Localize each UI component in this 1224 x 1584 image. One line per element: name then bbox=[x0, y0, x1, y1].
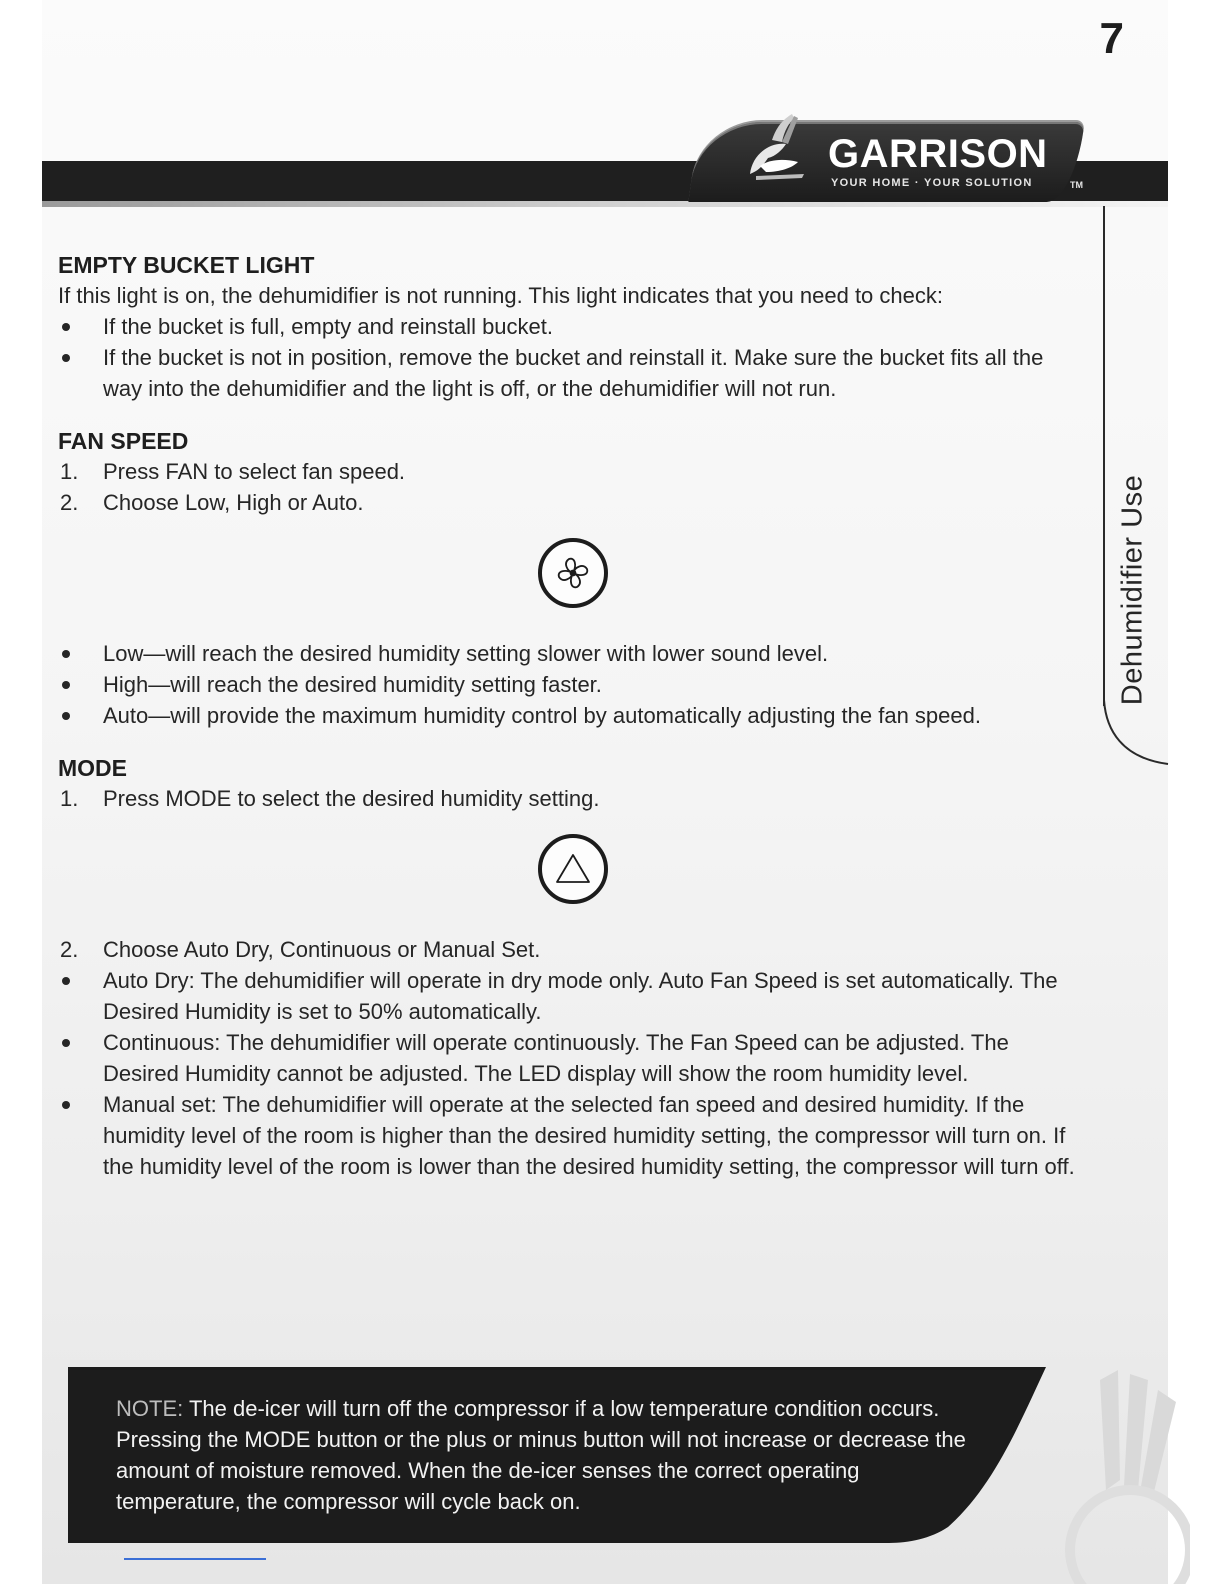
section-fan-speed bbox=[58, 426, 1088, 731]
list-item: Manual set: The dehumidifier will operate at the selected fan speed and desired humidity. If the humidity level of the room is higher than the desired humidity setting, the compressor will turn on. If the humidity level of the room is lower than the desired humidity setting, the compressor will turn off. bbox=[58, 1089, 1088, 1182]
brand-logo bbox=[694, 108, 1094, 204]
mode-options bbox=[58, 934, 1088, 1182]
helmet-emblem-icon bbox=[742, 112, 814, 192]
note-text bbox=[116, 1393, 976, 1517]
bullet-icon bbox=[62, 1039, 70, 1047]
brand-name: GARRISON bbox=[828, 132, 1048, 176]
section-title-mode: MODE bbox=[58, 755, 127, 781]
list-item: Continuous: The dehumidifier will operate continuously. The Fan Speed can be adjusted. The Desired Humidity cannot be adjusted. The LED display will show the room humidity level. bbox=[58, 1027, 1088, 1089]
fan-speed-steps bbox=[58, 456, 1088, 518]
fan-button-icon bbox=[538, 538, 608, 608]
bullet-icon bbox=[62, 681, 70, 689]
bullet-icon bbox=[62, 323, 70, 331]
side-tab-label: Dehumidifier Use bbox=[1116, 474, 1149, 706]
side-tab bbox=[1113, 450, 1153, 730]
decorative-fan-graphic bbox=[1060, 1340, 1190, 1584]
side-tab-border bbox=[1103, 206, 1105, 706]
triangle-icon bbox=[553, 849, 593, 889]
brand-tagline: YOUR HOME · YOUR SOLUTION bbox=[831, 177, 1033, 189]
section-title-empty-bucket: EMPTY BUCKET LIGHT bbox=[58, 252, 315, 278]
empty-bucket-list bbox=[58, 311, 1088, 404]
list-item: Auto Dry: The dehumidifier will operate in dry mode only. Auto Fan Speed is set automatically. The Desired Humidity is set to 50% automatically. bbox=[58, 965, 1088, 1027]
fan-icon bbox=[553, 553, 593, 593]
bullet-icon bbox=[62, 354, 70, 362]
section-empty-bucket-light bbox=[58, 250, 1088, 404]
brand-trademark: TM bbox=[1070, 180, 1083, 190]
fan-speed-options bbox=[58, 638, 1088, 731]
list-item: High—will reach the desired humidity setting faster. bbox=[58, 669, 1088, 700]
list-item: 1. Press FAN to select fan speed. bbox=[60, 459, 406, 484]
bullet-icon bbox=[62, 977, 70, 985]
list-item: 2. Choose Low, High or Auto. bbox=[60, 490, 364, 515]
page-number: 7 bbox=[1099, 14, 1124, 63]
list-item: Auto—will provide the maximum humidity control by automatically adjusting the fan speed. bbox=[58, 700, 1088, 731]
bullet-icon bbox=[62, 712, 70, 720]
section-mode bbox=[58, 753, 1088, 1182]
bullet-icon bbox=[62, 650, 70, 658]
list-item: 1. Press MODE to select the desired humidity setting. bbox=[60, 786, 600, 811]
list-item: 2. Choose Auto Dry, Continuous or Manual Set. bbox=[60, 937, 541, 962]
note-label: NOTE: bbox=[116, 1396, 184, 1421]
mode-step-1 bbox=[58, 783, 1088, 814]
empty-bucket-intro: If this light is on, the dehumidifier is not running. This light indicates that you need to check: bbox=[58, 283, 943, 308]
list-item: If the bucket is full, empty and reinstall bucket. bbox=[58, 311, 1088, 342]
note-box bbox=[68, 1367, 1053, 1543]
note-body: The de-icer will turn off the compressor if a low temperature condition occurs. Pressing the MODE button or the plus or minus button will not increase or decrease the amount of moisture removed. When the de-icer senses the correct operating temperature, the compressor will cycle back on. bbox=[116, 1396, 966, 1514]
bottom-link-underline bbox=[124, 1558, 266, 1560]
list-item: If the bucket is not in position, remove the bucket and reinstall it. Make sure the bucket fits all the way into the dehumidifier and the light is off, or the dehumidifier will not run. bbox=[58, 342, 1088, 404]
section-title-fan-speed: FAN SPEED bbox=[58, 428, 189, 454]
bullet-icon bbox=[62, 1101, 70, 1109]
list-item: Low—will reach the desired humidity setting slower with lower sound level. bbox=[58, 638, 1088, 669]
mode-button-icon bbox=[538, 834, 608, 904]
main-content bbox=[58, 250, 1088, 1182]
